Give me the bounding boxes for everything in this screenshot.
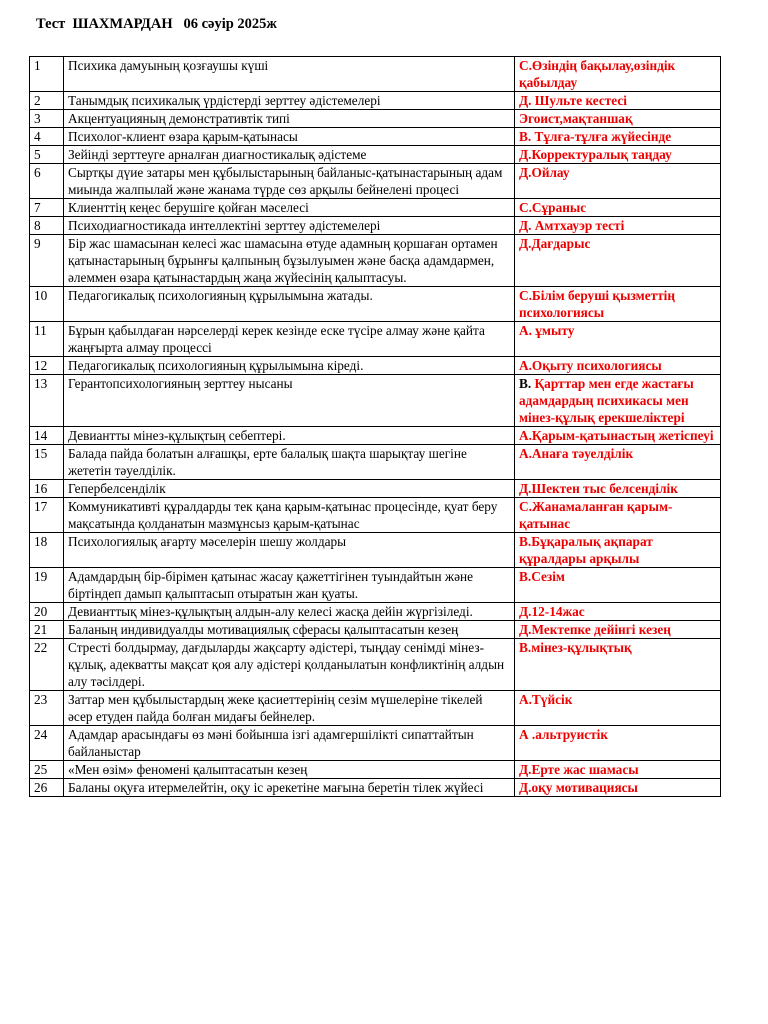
question-number: 2 bbox=[30, 92, 64, 110]
question-text: Адамдардың бір-бірімен қатынас жасау қажеттігінен туындайтын және біртіндеп дамып қалыптасып отыратын жан қуаты. bbox=[64, 568, 515, 603]
question-number: 15 bbox=[30, 445, 64, 480]
answer-text: Д. Шульте кестесі bbox=[515, 92, 721, 110]
question-number: 12 bbox=[30, 357, 64, 375]
question-text: Психика дамуының қозғаушы күші bbox=[64, 57, 515, 92]
question-number: 4 bbox=[30, 128, 64, 146]
answer-text: А.Түйсік bbox=[515, 691, 721, 726]
answer-text: Д.12-14жас bbox=[515, 603, 721, 621]
question-text: Адамдар арасындағы өз мәні бойынша ізгі адамгершілікті сипаттайтын байланыстар bbox=[64, 726, 515, 761]
answer-text: Д. Амтхауэр тесті bbox=[515, 217, 721, 235]
question-text: Сыртқы дүие затары мен құбылыстарының байланыс-қатынастарының адам миында жалпылай және жанама түрде сөз арқылы бейнелені процесі bbox=[64, 164, 515, 199]
question-text: Девиантты мінез-құлықтың себептері. bbox=[64, 427, 515, 445]
answer-text: А.Оқыту психологиясы bbox=[515, 357, 721, 375]
question-number: 8 bbox=[30, 217, 64, 235]
question-text: Девианттық мінез-құлықтың алдын-алу келесі жасқа дейін жүргізіледі. bbox=[64, 603, 515, 621]
question-number: 10 bbox=[30, 287, 64, 322]
table-row bbox=[30, 533, 721, 568]
question-text: Психологиялық ағарту мәселерін шешу жолдары bbox=[64, 533, 515, 568]
table-row bbox=[30, 761, 721, 779]
answer-text: Д.Корректуралық таңдау bbox=[515, 146, 721, 164]
question-number: 7 bbox=[30, 199, 64, 217]
question-text: Баланың индивидуалды мотивациялық сферасы қалыптасатын кезең bbox=[64, 621, 515, 639]
table-row bbox=[30, 287, 721, 322]
table-row bbox=[30, 235, 721, 287]
table-row bbox=[30, 498, 721, 533]
answer-body: Қарттар мен егде жастағы адамдардың психикасы мен мінез-құлық ерекшеліктері bbox=[519, 376, 694, 425]
table-row bbox=[30, 726, 721, 761]
question-text: Психодиагностикада интеллектіні зерттеу әдістемелері bbox=[64, 217, 515, 235]
question-number: 5 bbox=[30, 146, 64, 164]
answer-text: В.Сезім bbox=[515, 568, 721, 603]
question-text: Танымдық психикалық үрдістерді зерттеу әдістемелері bbox=[64, 92, 515, 110]
question-number: 20 bbox=[30, 603, 64, 621]
question-number: 14 bbox=[30, 427, 64, 445]
answer-text: А. ұмыту bbox=[515, 322, 721, 357]
table-row bbox=[30, 92, 721, 110]
answer-text: С.Өзіндің бақылау,өзіндік қабылдау bbox=[515, 57, 721, 92]
question-number: 22 bbox=[30, 639, 64, 691]
answer-text: А.Анаға тәуелділік bbox=[515, 445, 721, 480]
table-row bbox=[30, 427, 721, 445]
question-number: 21 bbox=[30, 621, 64, 639]
table-row bbox=[30, 375, 721, 427]
answer-text bbox=[515, 375, 721, 427]
answer-text: Д.Дағдарыс bbox=[515, 235, 721, 287]
question-text: Герантопсихологияның зерттеу нысаны bbox=[64, 375, 515, 427]
question-text: Балада пайда болатын алғашқы, ерте балалық шақта шарықтау шегіне жететін тәуелділік. bbox=[64, 445, 515, 480]
test-table-body bbox=[30, 57, 721, 797]
question-text: Заттар мен құбылыстардың жеке қасиеттерінің сезім мүшелеріне тікелей әсер етуден пайда болған мидағы бейнелер. bbox=[64, 691, 515, 726]
table-row bbox=[30, 639, 721, 691]
table-row bbox=[30, 57, 721, 92]
answer-text: В.мінез-құлықтық bbox=[515, 639, 721, 691]
answer-text: С.Сұраныс bbox=[515, 199, 721, 217]
table-row bbox=[30, 445, 721, 480]
question-text: Акцентуацияның демонстративтік типі bbox=[64, 110, 515, 128]
answer-letter: В. bbox=[519, 376, 535, 391]
page-title: Тест ШАХМАРДАН 06 сәуір 2025ж bbox=[36, 16, 277, 32]
answer-text: Эгоист,мақтаншақ bbox=[515, 110, 721, 128]
answer-text: Д.Ойлау bbox=[515, 164, 721, 199]
table-row bbox=[30, 480, 721, 498]
question-number: 17 bbox=[30, 498, 64, 533]
table-row bbox=[30, 217, 721, 235]
question-number: 18 bbox=[30, 533, 64, 568]
question-number: 24 bbox=[30, 726, 64, 761]
question-text: «Мен өзім» феномені қалыптасатын кезең bbox=[64, 761, 515, 779]
answer-text: В. Тұлға-тұлға жүйесінде bbox=[515, 128, 721, 146]
question-number: 19 bbox=[30, 568, 64, 603]
table-row bbox=[30, 779, 721, 797]
answer-text: Д.оқу мотивациясы bbox=[515, 779, 721, 797]
question-text: Коммуникативті құралдарды тек қана қарым-қатынас процесінде, қуат беру мақсатында қолданатын мазмұнсыз қарым-қатынас bbox=[64, 498, 515, 533]
question-text: Стресті болдырмау, дағдыларды жақсарту әдістері, тыңдау сенімді мінез-құлық, адекватты мақсат қоя алу әдістері қолданылатын конфликтінің алдын алу тәсілдері. bbox=[64, 639, 515, 691]
answer-text: А .альтруистік bbox=[515, 726, 721, 761]
answer-text: Д.Мектепке дейінгі кезең bbox=[515, 621, 721, 639]
table-row bbox=[30, 199, 721, 217]
question-text: Психолог-клиент өзара қарым-қатынасы bbox=[64, 128, 515, 146]
question-text: Гепербелсенділік bbox=[64, 480, 515, 498]
question-number: 26 bbox=[30, 779, 64, 797]
answer-text: Д.Шектен тыс белсенділік bbox=[515, 480, 721, 498]
question-number: 25 bbox=[30, 761, 64, 779]
question-number: 16 bbox=[30, 480, 64, 498]
table-row bbox=[30, 691, 721, 726]
table-row bbox=[30, 568, 721, 603]
answer-text: С.Білім беруші қызметтің психологиясы bbox=[515, 287, 721, 322]
question-text: Педагогикалық психологияның құрылымына кіреді. bbox=[64, 357, 515, 375]
answer-text: Д.Ерте жас шамасы bbox=[515, 761, 721, 779]
question-text: Зейінді зерттеуге арналған диагностикалық әдістеме bbox=[64, 146, 515, 164]
question-number: 6 bbox=[30, 164, 64, 199]
table-row bbox=[30, 322, 721, 357]
question-number: 9 bbox=[30, 235, 64, 287]
table-row bbox=[30, 110, 721, 128]
question-number: 23 bbox=[30, 691, 64, 726]
answer-text: В.Бұқаралық ақпарат құралдары арқылы bbox=[515, 533, 721, 568]
table-row bbox=[30, 357, 721, 375]
question-text: Клиенттің кеңес берушіге қойған мәселесі bbox=[64, 199, 515, 217]
test-table bbox=[29, 56, 721, 797]
question-number: 13 bbox=[30, 375, 64, 427]
table-row bbox=[30, 621, 721, 639]
answer-text: С.Жанамаланған қарым-қатынас bbox=[515, 498, 721, 533]
answer-text: А.Қарым-қатынастың жетіспеуі bbox=[515, 427, 721, 445]
table-row bbox=[30, 603, 721, 621]
table-row bbox=[30, 164, 721, 199]
table-row bbox=[30, 128, 721, 146]
question-number: 1 bbox=[30, 57, 64, 92]
question-text: Баланы оқуға итермелейтін, оқу іс әрекетіне мағына беретін тілек жүйесі bbox=[64, 779, 515, 797]
question-number: 11 bbox=[30, 322, 64, 357]
question-text: Бір жас шамасынан келесі жас шамасына өтуде адамның қоршаған ортамен қатынастарының бұрынғы қалпының бұзылуымен және басқа адамдармен, әлеммен өзара қатынастардың жаңа жүйесінің қалыптасуы. bbox=[64, 235, 515, 287]
question-text: Педагогикалық психологияның құрылымына жатады. bbox=[64, 287, 515, 322]
question-text: Бұрын қабылдаған нәрселерді керек кезінде еске түсіре алмау және қайта жаңғырта алмау процессі bbox=[64, 322, 515, 357]
question-number: 3 bbox=[30, 110, 64, 128]
table-row bbox=[30, 146, 721, 164]
